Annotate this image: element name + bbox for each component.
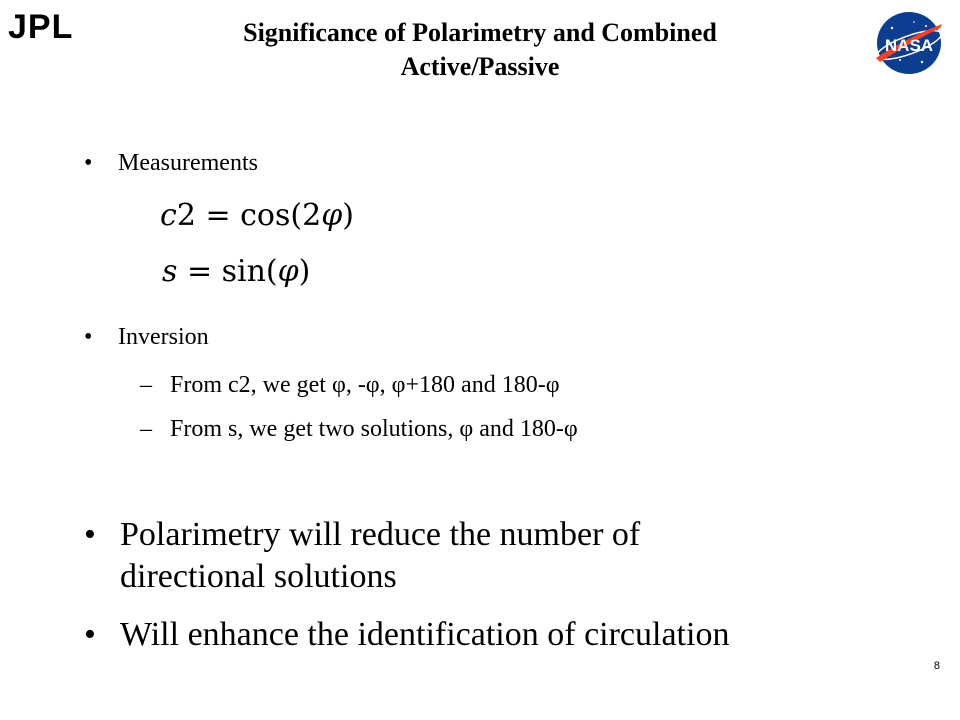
slide-title-line1: Significance of Polarimetry and Combined <box>243 18 717 47</box>
bullet-polarimetry-line1: Polarimetry will reduce the number of <box>120 516 641 553</box>
sub-bullet-s <box>140 414 578 444</box>
nasa-meatball-logo-icon <box>870 8 948 78</box>
bullet-marker: • <box>84 616 96 653</box>
bullet-inversion <box>84 322 209 352</box>
formula-c2-lhs: c <box>160 198 177 233</box>
bullet-marker: • <box>84 150 93 176</box>
formula-s-var: φ <box>277 254 299 289</box>
sub-bullet-s-text: From s, we get two solutions, φ and 180-φ <box>170 416 578 442</box>
page-number: 8 <box>933 660 940 672</box>
bullet-polarimetry <box>84 514 640 598</box>
formula-s <box>162 254 310 290</box>
bullet-marker: • <box>84 516 96 553</box>
bullet-circulation <box>84 614 729 656</box>
formula-c2-var: φ <box>321 198 343 233</box>
jpl-logo-text: JPL <box>8 8 74 46</box>
bullet-marker: • <box>84 324 93 350</box>
formula-c2-close: ) <box>342 198 354 233</box>
sub-bullet-marker: – <box>140 416 152 442</box>
slide-title-line2: Active/Passive <box>400 52 560 81</box>
bullet-inversion-text: Inversion <box>118 324 209 350</box>
formula-c2-lhs-num: 2 <box>176 198 196 233</box>
formula-s-rhs: = sin( <box>177 254 278 289</box>
bullet-measurements-text: Measurements <box>118 150 258 176</box>
nasa-logo-text: NASA <box>884 36 934 55</box>
formula-s-lhs: s <box>162 254 178 289</box>
sub-bullet-marker: – <box>140 372 152 398</box>
jpl-logo-icon <box>6 6 98 46</box>
formula-c2 <box>160 198 354 234</box>
bullet-measurements <box>84 148 258 178</box>
formula-c2-rhs: = cos(2 <box>205 198 322 233</box>
bullet-circulation-text: Will enhance the identification of circulation <box>120 616 730 653</box>
sub-bullet-c2 <box>140 370 560 400</box>
bullet-polarimetry-line2: directional solutions <box>120 558 397 595</box>
sub-bullet-c2-text: From c2, we get φ, -φ, φ+180 and 180-φ <box>170 372 560 398</box>
formula-s-close: ) <box>298 254 311 289</box>
slide-title <box>140 16 820 84</box>
bullet-polarimetry-text <box>120 514 640 598</box>
